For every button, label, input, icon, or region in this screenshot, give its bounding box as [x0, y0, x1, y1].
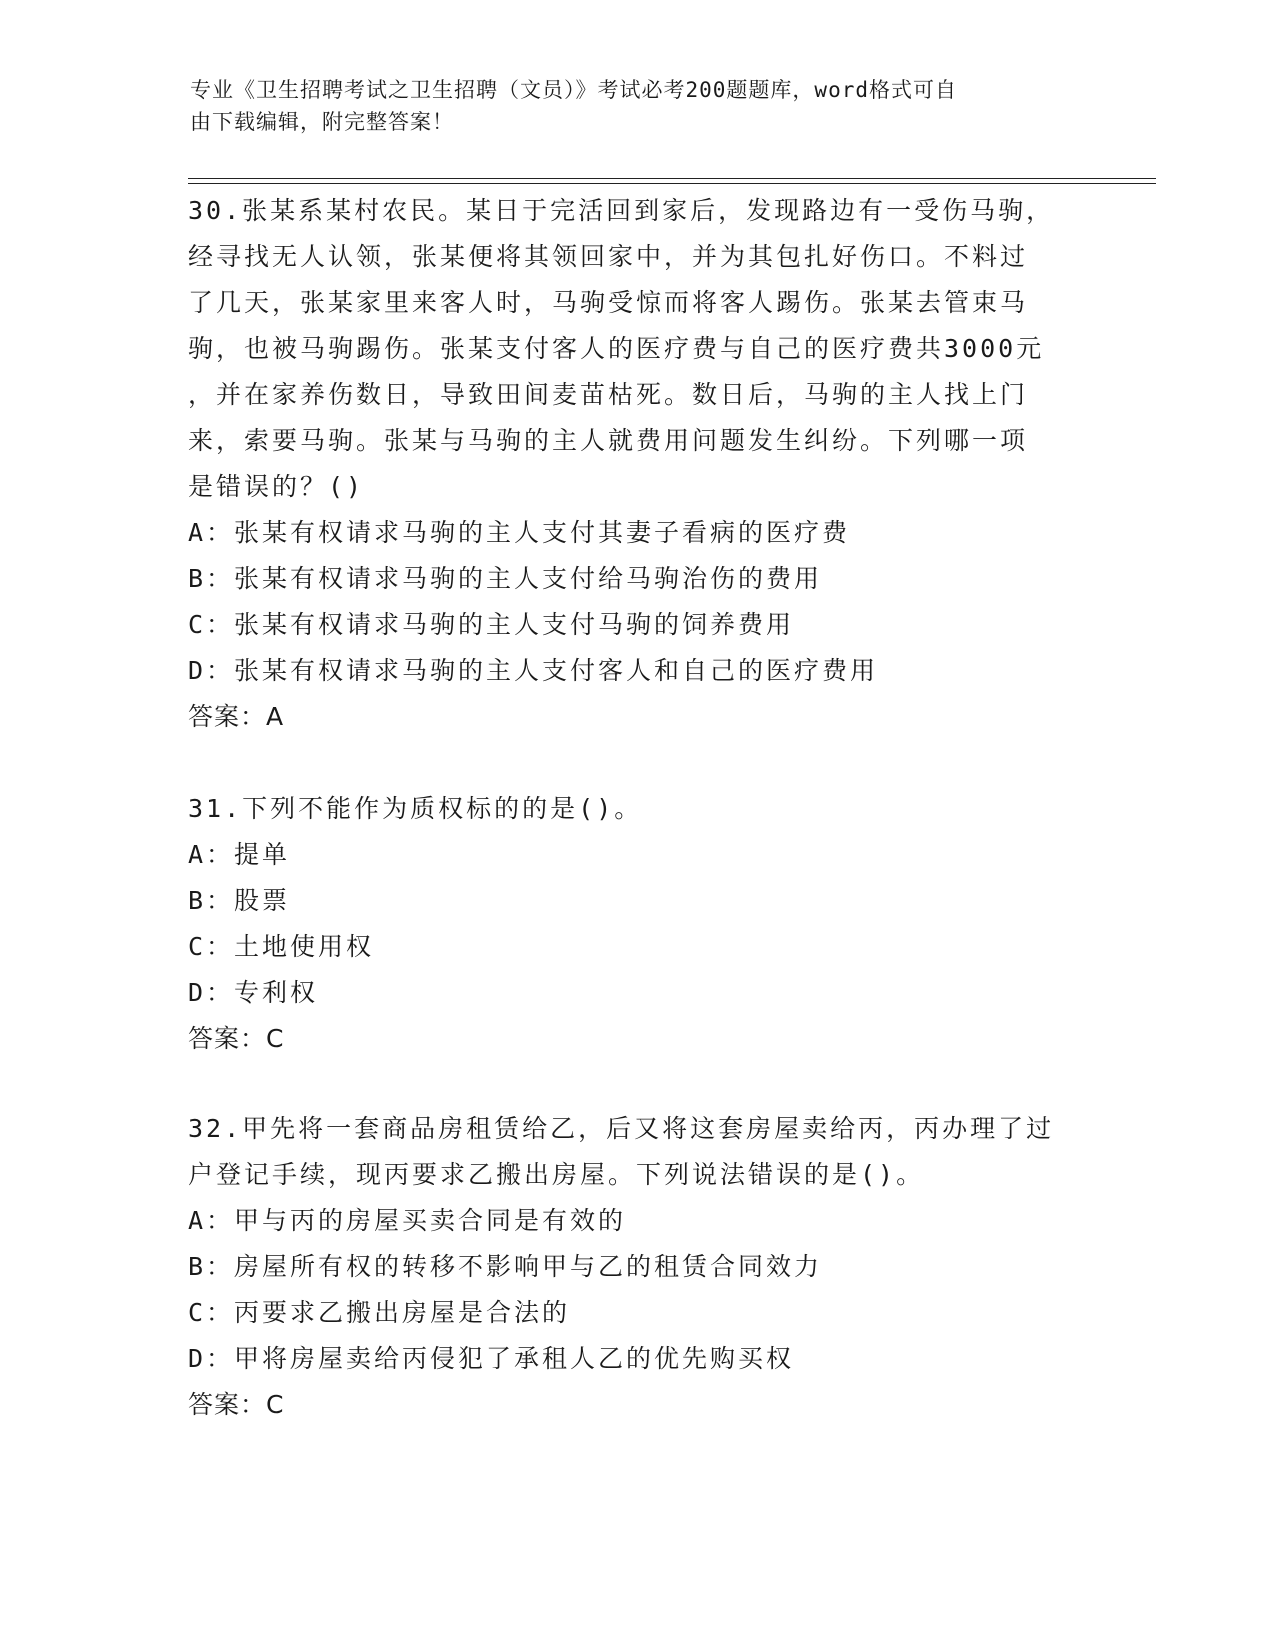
stem-line: 31.下列不能作为质权标的的是()。 [188, 794, 643, 823]
option-b: B：张某有权请求马驹的主人支付给马驹治伤的费用 [188, 564, 823, 593]
stem-line: 是错误的？() [188, 472, 365, 501]
stem-line: 32.甲先将一套商品房租赁给乙，后又将这套房屋卖给丙，丙办理了过 [188, 1114, 1055, 1143]
option-c: C：土地使用权 [188, 932, 375, 961]
header-divider-bottom [188, 183, 1156, 184]
question-stem [188, 1106, 1088, 1198]
question-31 [188, 786, 1088, 1062]
stem-line: 了几天，张某家里来客人时，马驹受惊而将客人踢伤。张某去管束马 [188, 288, 1029, 317]
option-c: C：丙要求乙搬出房屋是合法的 [188, 1298, 571, 1327]
stem-line: 来，索要马驹。张某与马驹的主人就费用问题发生纠纷。下列哪一项 [188, 426, 1029, 455]
option-c: C：张某有权请求马驹的主人支付马驹的饲养费用 [188, 610, 795, 639]
option-d: D：专利权 [188, 978, 319, 1007]
option-b: B：股票 [188, 886, 291, 915]
option-a: A：提单 [188, 840, 291, 869]
document-header [190, 74, 1070, 138]
question-stem [188, 188, 1088, 510]
option-a: A：甲与丙的房屋买卖合同是有效的 [188, 1206, 627, 1235]
stem-line: 驹，也被马驹踢伤。张某支付客人的医疗费与自己的医疗费共3000元 [188, 334, 1045, 363]
option-d: D：甲将房屋卖给丙侵犯了承租人乙的优先购买权 [188, 1344, 795, 1373]
answer-line: 答案：C [188, 1024, 285, 1053]
stem-line: 30.张某系某村农民。某日于完活回到家后，发现路边有一受伤马驹， [188, 196, 1055, 225]
stem-line: 户登记手续，现丙要求乙搬出房屋。下列说法错误的是()。 [188, 1160, 925, 1189]
question-stem [188, 786, 1088, 832]
option-b: B：房屋所有权的转移不影响甲与乙的租赁合同效力 [188, 1252, 823, 1281]
header-divider-top [188, 178, 1156, 179]
header-line-1: 专业《卫生招聘考试之卫生招聘（文员）》考试必考200题题库，word格式可自 [190, 78, 957, 102]
stem-line: 经寻找无人认领，张某便将其领回家中，并为其包扎好伤口。不料过 [188, 242, 1029, 271]
question-32 [188, 1106, 1088, 1428]
header-line-2: 由下载编辑，附完整答案！ [190, 110, 454, 134]
answer-line: 答案：C [188, 1390, 285, 1419]
stem-line: ，并在家养伤数日，导致田间麦苗枯死。数日后，马驹的主人找上门 [188, 380, 1029, 409]
option-d: D：张某有权请求马驹的主人支付客人和自己的医疗费用 [188, 656, 879, 685]
answer-line: 答案：A [188, 702, 285, 731]
option-a: A：张某有权请求马驹的主人支付其妻子看病的医疗费 [188, 518, 851, 547]
question-30 [188, 188, 1088, 740]
